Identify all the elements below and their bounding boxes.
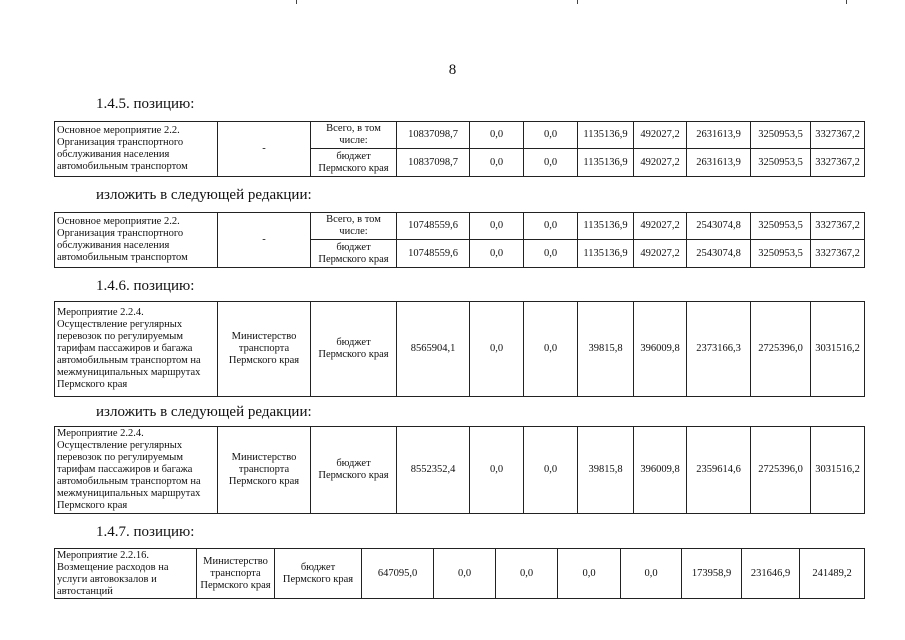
heading-1-4-5: 1.4.5. позицию:: [96, 96, 195, 112]
value-cell: 396009,8: [634, 302, 687, 397]
value-cell: 1135136,9: [578, 213, 634, 240]
funding-source-cell: бюджет Пермского края: [311, 302, 397, 397]
value-cell: 39815,8: [578, 427, 634, 514]
value-cell: 0,0: [470, 122, 524, 149]
value-cell: 0,0: [524, 240, 578, 268]
value-cell: 8552352,4: [397, 427, 470, 514]
value-cell: 173958,9: [682, 549, 742, 599]
value-cell: 3327367,2: [811, 213, 865, 240]
value-cell: 1135136,9: [578, 240, 634, 268]
heading-1-4-7: 1.4.7. позицию:: [96, 524, 195, 540]
executor-cell: Министерство транспорта Пермского края: [218, 302, 311, 397]
value-cell: 0,0: [470, 302, 524, 397]
value-cell: 8565904,1: [397, 302, 470, 397]
value-cell: 0,0: [470, 213, 524, 240]
value-cell: 2359614,6: [687, 427, 751, 514]
page-number: 8: [448, 62, 457, 78]
table-1-4-5-new: [54, 212, 865, 268]
value-cell: 2543074,8: [687, 240, 751, 268]
value-cell: 10837098,7: [397, 122, 470, 149]
value-cell: 3250953,5: [751, 122, 811, 149]
scan-edge-mark: [577, 0, 578, 4]
value-cell: 0,0: [524, 427, 578, 514]
executor-cell: -: [218, 122, 311, 177]
funding-source-cell: бюджет Пермского края: [311, 427, 397, 514]
funding-source-cell: бюджет Пермского края: [275, 549, 362, 599]
value-cell: 492027,2: [634, 149, 687, 177]
value-cell: 492027,2: [634, 240, 687, 268]
executor-cell: Министерство транспорта Пермского края: [218, 427, 311, 514]
value-cell: 0,0: [470, 240, 524, 268]
value-cell: 3250953,5: [751, 149, 811, 177]
table-1-4-7-current: [54, 548, 865, 599]
value-cell: 647095,0: [362, 549, 434, 599]
value-cell: 3031516,2: [811, 302, 865, 397]
value-cell: 3250953,5: [751, 240, 811, 268]
executor-cell: Министерство транспорта Пермского края: [197, 549, 275, 599]
heading-new-edition-1: изложить в следующей редакции:: [96, 187, 312, 203]
value-cell: 10837098,7: [397, 149, 470, 177]
value-cell: 0,0: [558, 549, 621, 599]
value-cell: 0,0: [524, 122, 578, 149]
value-cell: 2725396,0: [751, 427, 811, 514]
value-cell: 10748559,6: [397, 240, 470, 268]
value-cell: 0,0: [434, 549, 496, 599]
value-cell: 0,0: [496, 549, 558, 599]
funding-source-cell: Всего, в том числе:: [311, 213, 397, 240]
activity-name-cell: Мероприятие 2.2.4. Осуществление регулярных перевозок по регулируемым тарифам пассажиров и багажа автомобильным транспортом на межмуниципальных маршрутах Пермского края: [55, 302, 218, 397]
value-cell: 0,0: [621, 549, 682, 599]
value-cell: 2631613,9: [687, 149, 751, 177]
value-cell: 10748559,6: [397, 213, 470, 240]
value-cell: 3031516,2: [811, 427, 865, 514]
value-cell: 231646,9: [742, 549, 800, 599]
heading-1-4-6: 1.4.6. позицию:: [96, 278, 195, 294]
table-1-4-5-current: [54, 121, 865, 177]
value-cell: 1135136,9: [578, 122, 634, 149]
value-cell: 3327367,2: [811, 240, 865, 268]
activity-name-cell: Основное мероприятие 2.2. Организация транспортного обслуживания населения автомобильным транспортом: [55, 122, 218, 177]
value-cell: 3327367,2: [811, 149, 865, 177]
value-cell: 492027,2: [634, 213, 687, 240]
value-cell: 2543074,8: [687, 213, 751, 240]
table-1-4-6-current: [54, 301, 865, 397]
funding-source-cell: бюджет Пермского края: [311, 240, 397, 268]
value-cell: 39815,8: [578, 302, 634, 397]
funding-source-cell: бюджет Пермского края: [311, 149, 397, 177]
executor-cell: -: [218, 213, 311, 268]
value-cell: 0,0: [524, 213, 578, 240]
value-cell: 1135136,9: [578, 149, 634, 177]
value-cell: 241489,2: [800, 549, 865, 599]
table-1-4-6-new: [54, 426, 865, 514]
value-cell: 2725396,0: [751, 302, 811, 397]
value-cell: 2631613,9: [687, 122, 751, 149]
activity-name-cell: Мероприятие 2.2.4. Осуществление регулярных перевозок по регулируемым тарифам пассажиров и багажа автомобильным транспортом на межмуниципальных маршрутах Пермского края: [55, 427, 218, 514]
value-cell: 0,0: [524, 149, 578, 177]
value-cell: 396009,8: [634, 427, 687, 514]
value-cell: 0,0: [470, 427, 524, 514]
value-cell: 3250953,5: [751, 213, 811, 240]
value-cell: 0,0: [524, 302, 578, 397]
scan-edge-mark: [296, 0, 297, 4]
value-cell: 492027,2: [634, 122, 687, 149]
value-cell: 3327367,2: [811, 122, 865, 149]
activity-name-cell: Мероприятие 2.2.16. Возмещение расходов на услуги автовокзалов и автостанций: [55, 549, 197, 599]
value-cell: 2373166,3: [687, 302, 751, 397]
funding-source-cell: Всего, в том числе:: [311, 122, 397, 149]
scan-edge-mark: [846, 0, 847, 4]
heading-new-edition-2: изложить в следующей редакции:: [96, 404, 312, 420]
value-cell: 0,0: [470, 149, 524, 177]
activity-name-cell: Основное мероприятие 2.2. Организация транспортного обслуживания населения автомобильным транспортом: [55, 213, 218, 268]
